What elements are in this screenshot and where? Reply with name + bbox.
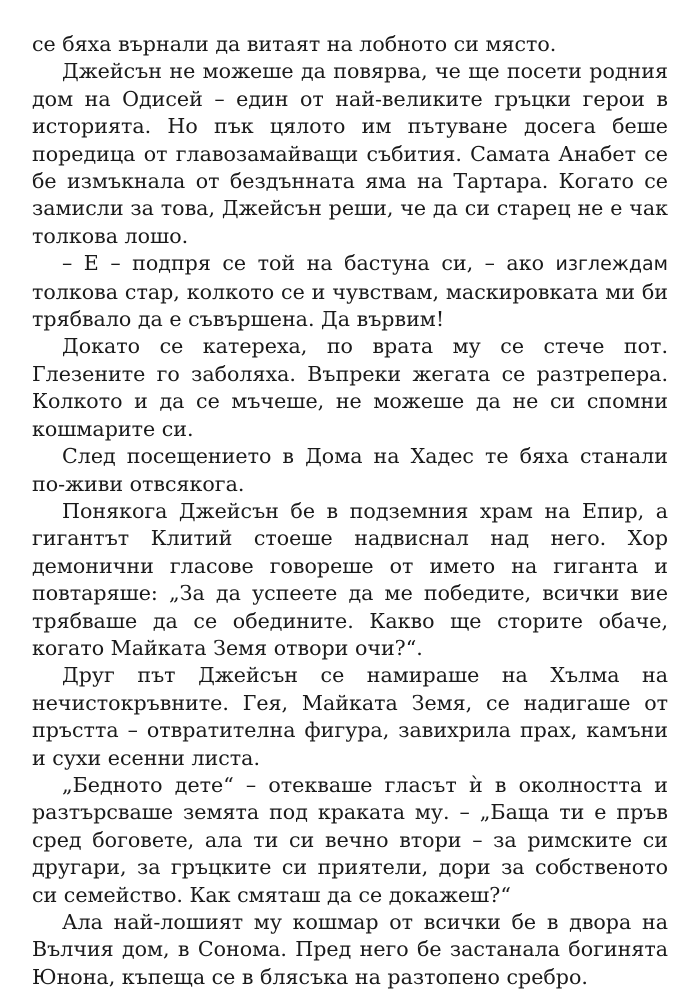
paragraph: Джейсън не можеше да повярва, че ще посети родния дом на Одисей – един от най-великите гръцки герои в историята. Но пък цялото им пътуване досега беше поредица от главозамайващи събития. Самата Анабет се бе измъкнала от бездънната яма на Тартара. Когато се замисли за това, Джейсън реши, че да си старец не е чак толкова лошо.: [32, 59, 668, 248]
paragraph: Друг път Джейсън се намираше на Хълма на нечистокръвните. Гея, Майката Земя, се надигаше от пръстта – отвратителна фигура, завихрила прах, камъни и сухи есенни листа.: [32, 663, 668, 770]
paragraph-text: – Е – подпря се той на бастуна си, – ако: [62, 251, 556, 276]
paragraph-dialogue: [32, 250, 668, 333]
paragraph-text: толкова стар, колкото се и чувствам, маскировката ми би трябвало да е съвършена. Да вървим!: [32, 279, 668, 332]
paragraph: Понякога Джейсън бе в подземния храм на Епир, а гигантът Клитий стоеше надвиснал над него. Хор демонични гласове говореше от името на гиганта и повтаряше: „За да успеете да ме победите, всички вие трябваше да се обедините. Какво ще сторите обаче, когато Майката Земя отвори очи?“.: [32, 498, 668, 660]
body-text: [32, 31, 668, 991]
paragraph: След посещението в Дома на Хадес те бяха станали по-живи отвсякога.: [32, 444, 668, 496]
paragraph-continued: се бяха върнали да витаят на лобното си място.: [32, 32, 557, 56]
paragraph: Ала най-лошият му кошмар от всички бе в двора на Вълчия дом, в Сонома. Пред него бе застанала богинята Юнона, къпеща се в блясъка на разтопено сребро.: [32, 910, 668, 989]
paragraph: „Бедното дете“ – отекваше гласът ѝ в околността и разтърсваше земята под краката му. – „Баща ти е пръв сред боговете, ала ти си вечно втори – за римските си другари, за гръцките си приятели, дори за собственото си семейство. Как смяташ да се докажеш?“: [32, 772, 668, 907]
paragraph: Докато се катереха, по врата му се стече пот. Глезените го заболяха. Въпреки жегата се разтрепера. Колкото и да се мъчеше, не можеше да не си спомни кошмарите си.: [32, 334, 668, 441]
emphasized-word: изглеждам: [555, 253, 668, 276]
